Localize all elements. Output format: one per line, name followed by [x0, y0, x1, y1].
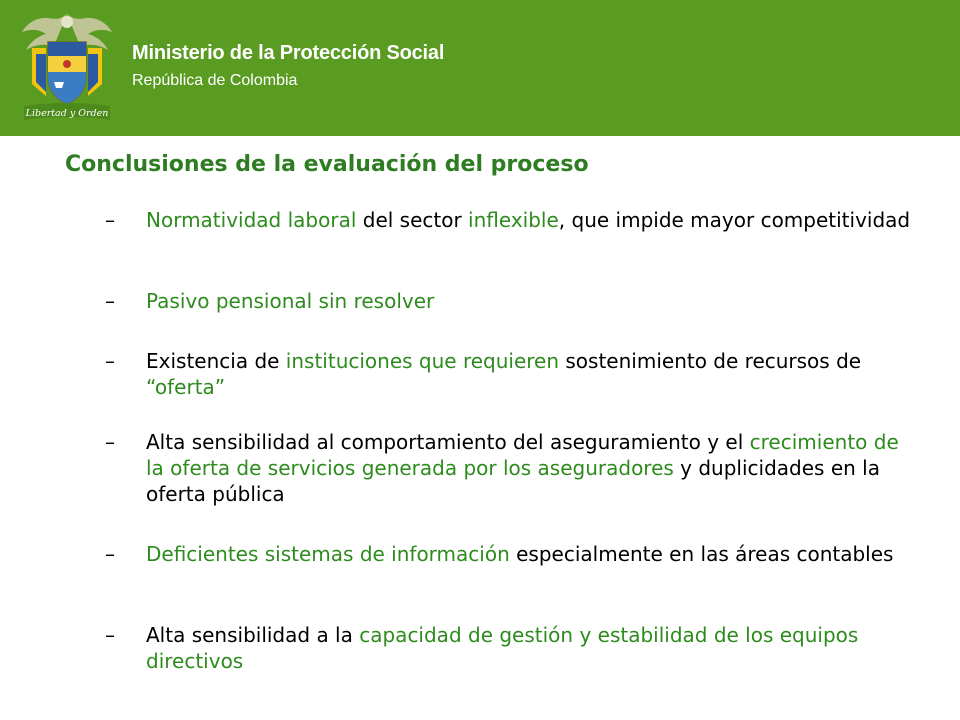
highlighted-text: instituciones que requieren	[285, 349, 560, 373]
country-name: República de Colombia	[132, 72, 298, 89]
plain-text: Alta sensibilidad a la	[146, 623, 360, 647]
ministry-name: Ministerio de la Protección Social	[132, 42, 445, 64]
highlighted-text: Normatividad laboral	[146, 208, 357, 232]
bullet-text	[146, 207, 916, 233]
bullet-marker: –	[105, 208, 115, 232]
highlighted-text: capacidad de gestión y estabilidad de los equipos directivos	[146, 623, 859, 673]
bullet-marker: –	[105, 349, 115, 373]
bullet-text	[146, 541, 916, 567]
plain-text: del sector	[356, 208, 469, 232]
bullet-marker: –	[105, 542, 115, 566]
highlighted-text: “oferta”	[146, 375, 226, 399]
bullet-text	[146, 429, 916, 507]
plain-text: Existencia de	[146, 349, 286, 373]
plain-text: sostenimiento de recursos de	[559, 349, 862, 373]
bullet-text	[146, 348, 916, 400]
bullet-marker: –	[105, 289, 115, 313]
coat-of-arms-logo	[18, 8, 116, 128]
bullet-text	[146, 622, 916, 674]
bullet-marker: –	[105, 430, 115, 454]
plain-text: y duplicidades en la oferta pública	[146, 456, 880, 506]
motto-text: Libertad y Orden	[25, 108, 109, 119]
highlighted-text: Deficientes sistemas de información	[146, 542, 510, 566]
header-banner	[0, 0, 960, 136]
highlighted-text: inflexible	[468, 208, 559, 232]
highlighted-text: crecimiento de la oferta de servicios generada por los aseguradores	[146, 430, 899, 480]
highlighted-text: Pasivo pensional sin resolver	[146, 289, 435, 313]
bullet-text	[146, 288, 916, 314]
slide-title: Conclusiones de la evaluación del proceso	[65, 152, 589, 177]
plain-text: Alta sensibilidad al comportamiento del aseguramiento y el	[146, 430, 750, 454]
plain-text: especialmente en las áreas contables	[509, 542, 894, 566]
bullet-marker: –	[105, 623, 115, 647]
plain-text: , que impide mayor competitividad	[558, 208, 911, 232]
